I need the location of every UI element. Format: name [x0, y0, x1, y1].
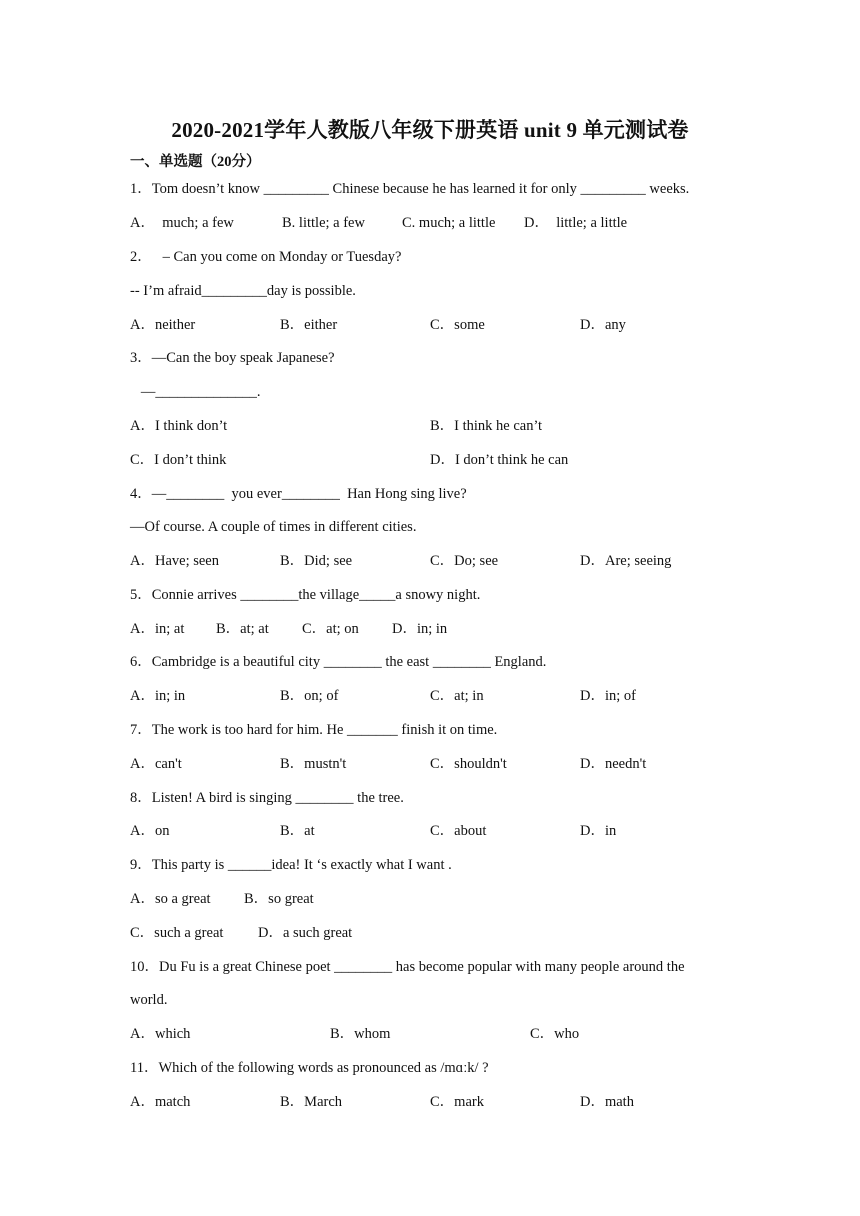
q5-option-b: B．at; at	[216, 621, 269, 637]
q6-option-d: D．in; of	[580, 688, 636, 704]
q3-option-a: A．I think don’t	[130, 418, 228, 434]
exam-title: 2020-2021学年人教版八年级下册英语 unit 9 单元测试卷	[171, 118, 689, 142]
q1-option-c: C. much; a little	[402, 215, 496, 231]
q11-option-d: D．math	[580, 1094, 634, 1110]
question-1-text: 1．Tom doesn’t know _________ Chinese because he has learned it for only _________ weeks.	[130, 181, 690, 197]
q5-option-c: C．at; on	[302, 621, 359, 637]
q2-option-b: B．either	[280, 317, 338, 333]
section-heading: 一、单选题（20分）	[130, 154, 261, 170]
q7-option-d: D．needn't	[580, 756, 647, 772]
q2-option-a: A．neither	[130, 317, 196, 333]
question-9-text: 9．This party is ______idea! It ‘s exactly what I want .	[130, 857, 452, 873]
q8-option-d: D．in	[580, 823, 617, 839]
q1-option-b: B. little; a few	[282, 215, 365, 231]
q2-option-d: D．any	[580, 317, 626, 333]
question-10-text: 10．Du Fu is a great Chinese poet ________ has become popular with many people around the	[130, 959, 685, 975]
q11-option-c: C．mark	[430, 1094, 484, 1110]
q6-option-c: C．at; in	[430, 688, 484, 704]
q11-option-b: B．March	[280, 1094, 343, 1110]
question-3-text: 3．—Can the boy speak Japanese?	[130, 350, 335, 366]
q8-option-a: A．on	[130, 823, 170, 839]
question-5-text: 5．Connie arrives ________the village_____a snowy night.	[130, 587, 481, 603]
question-2-text: 2． – Can you come on Monday or Tuesday?	[130, 249, 402, 265]
q9-option-b: B．so great	[244, 891, 314, 907]
q6-option-a: A．in; in	[130, 688, 186, 704]
question-7-text: 7．The work is too hard for him. He _______ finish it on time.	[130, 722, 498, 738]
q7-option-a: A．can't	[130, 756, 182, 772]
q1-option-d: D． little; a little	[524, 215, 628, 231]
q7-option-c: C．shouldn't	[430, 756, 507, 772]
question-4-text: 4．—________ you ever________ Han Hong sing live?	[130, 486, 467, 502]
q7-option-b: B．mustn't	[280, 756, 347, 772]
question-2-text-cont: -- I’m afraid_________day is possible.	[130, 283, 356, 299]
q11-option-a: A．match	[130, 1094, 191, 1110]
q5-option-d: D．in; in	[392, 621, 448, 637]
q4-option-d: D．Are; seeing	[580, 553, 672, 569]
q3-option-c: C．I don’t think	[130, 452, 227, 468]
question-8-text: 8．Listen! A bird is singing ________ the tree.	[130, 790, 404, 806]
question-3-text-cont: —______________.	[130, 384, 261, 400]
q4-option-a: A．Have; seen	[130, 553, 219, 569]
question-10-text-cont: world.	[130, 992, 168, 1008]
q9-option-d: D．a such great	[258, 925, 353, 941]
q5-option-a: A．in; at	[130, 621, 185, 637]
q9-option-c: C．such a great	[130, 925, 224, 941]
q4-option-c: C．Do; see	[430, 553, 499, 569]
question-4-text-cont: —Of course. A couple of times in different cities.	[130, 519, 417, 535]
q10-option-a: A．which	[130, 1026, 191, 1042]
q10-option-c: C．who	[530, 1026, 580, 1042]
q4-option-b: B．Did; see	[280, 553, 353, 569]
q3-option-b: B．I think he can’t	[430, 418, 543, 434]
question-6-text: 6．Cambridge is a beautiful city ________ the east ________ England.	[130, 654, 547, 670]
q8-option-c: C．about	[430, 823, 487, 839]
question-11-text: 11．Which of the following words as pronounced as /mɑːk/ ?	[130, 1060, 489, 1076]
q1-option-a: A． much; a few	[130, 215, 234, 231]
q3-option-d: D．I don’t think he can	[430, 452, 569, 468]
q10-option-b: B．whom	[330, 1026, 391, 1042]
q8-option-b: B．at	[280, 823, 315, 839]
q6-option-b: B．on; of	[280, 688, 339, 704]
q9-option-a: A．so a great	[130, 891, 211, 907]
q2-option-c: C．some	[430, 317, 485, 333]
